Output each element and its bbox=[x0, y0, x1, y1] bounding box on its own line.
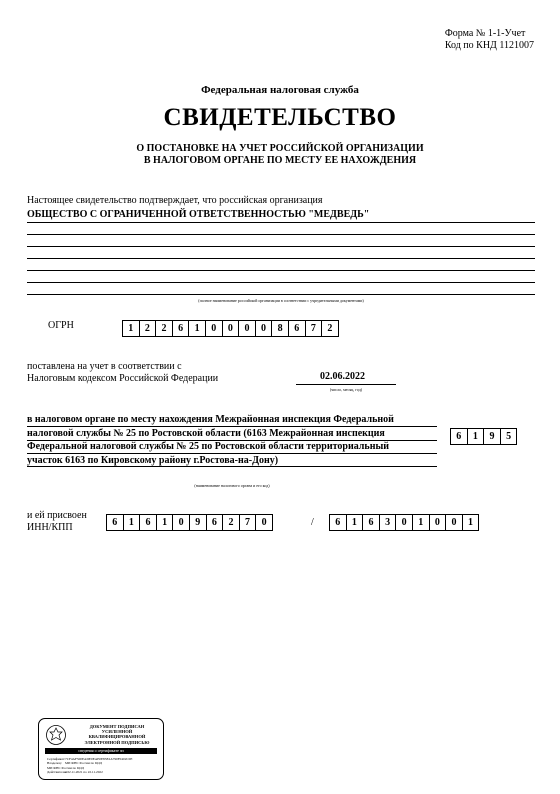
stamp-bar: сведения о сертификате эп bbox=[45, 748, 157, 754]
org-name-line bbox=[27, 282, 535, 283]
valid-value: с 22.11.2021 по 22.11.2022 bbox=[65, 770, 103, 775]
tax-authority-underline bbox=[27, 426, 437, 427]
ogrn-digit: 7 bbox=[305, 320, 323, 337]
cert-label: Сертификат: bbox=[47, 757, 66, 761]
subtitle-line-1: О ПОСТАНОВКЕ НА УЧЕТ РОССИЙСКОЙ ОРГАНИЗАЦИИ bbox=[136, 143, 424, 154]
stamp-title-line-2: УСИЛЕННОЙ КВАЛИФИЦИРОВАННОЙ bbox=[88, 729, 146, 740]
org-name-line bbox=[27, 222, 535, 223]
date-underline bbox=[296, 384, 396, 385]
ogrn-digit: 6 bbox=[288, 320, 306, 337]
date-caption: (число, месяц, год) bbox=[329, 387, 363, 392]
inn-digit: 1 bbox=[123, 514, 141, 531]
ogrn-digit: 1 bbox=[188, 320, 206, 337]
tax-authority-line-1: в налоговом органе по месту нахождения Межрайонная инспекция Федеральной bbox=[27, 414, 394, 425]
ogrn-digit: 1 bbox=[122, 320, 140, 337]
tax-authority-caption: (наименование налогового органа и его код) bbox=[194, 483, 270, 488]
inn-digit: 6 bbox=[139, 514, 157, 531]
stamp-details bbox=[47, 757, 132, 775]
org-name-line bbox=[27, 234, 535, 235]
tax-code-digit: 5 bbox=[500, 428, 518, 445]
subtitle-line-2: В НАЛОГОВОМ ОРГАНЕ ПО МЕСТУ ЕЕ НАХОЖДЕНИЯ bbox=[143, 155, 417, 166]
inn-digit: 0 bbox=[255, 514, 273, 531]
tax-authority-underline bbox=[27, 466, 437, 467]
org-name-line bbox=[27, 246, 535, 247]
ogrn-digit: 0 bbox=[238, 320, 256, 337]
inn-digit: 7 bbox=[239, 514, 257, 531]
stamp-title-line-1: ДОКУМЕНТ ПОДПИСАН bbox=[89, 724, 145, 729]
ogrn-digit: 0 bbox=[222, 320, 240, 337]
ogrn-digit: 0 bbox=[255, 320, 273, 337]
ogrn-digit: 0 bbox=[205, 320, 223, 337]
inn-kpp-separator: / bbox=[311, 517, 314, 528]
stamp-title bbox=[73, 724, 161, 745]
agency-name: Федеральная налоговая служба bbox=[201, 84, 359, 96]
kpp-digit: 1 bbox=[412, 514, 430, 531]
kpp-cells bbox=[329, 514, 479, 531]
tax-code-digit: 9 bbox=[483, 428, 501, 445]
ogrn-label: ОГРН bbox=[48, 320, 74, 331]
form-code bbox=[445, 28, 534, 52]
tax-authority-line-4: участок 6163 по Кировскому району г.Ростова-на-Дону) bbox=[27, 454, 279, 466]
kpp-digit: 0 bbox=[429, 514, 447, 531]
registration-basis bbox=[27, 361, 218, 385]
owner-value: МИ ФНС России по ЦОД bbox=[65, 761, 102, 766]
tax-authority-line-2: налоговой службы № 25 по Ростовской области (6163 Межрайонная инспекция bbox=[27, 427, 385, 439]
owner-line-2: МИ ФНС России по ЦОД bbox=[47, 765, 84, 770]
tax-authority-underline bbox=[27, 453, 437, 454]
registration-line-1: поставлена на учет в соответствии с bbox=[27, 361, 182, 372]
valid-label: Действителен: bbox=[47, 770, 69, 775]
inn-digit: 0 bbox=[172, 514, 190, 531]
tax-authority-underline bbox=[27, 440, 437, 441]
org-name-line bbox=[27, 294, 535, 295]
ogrn-digit: 6 bbox=[172, 320, 190, 337]
signature-stamp bbox=[38, 718, 164, 780]
inn-kpp-label-line-1: и ей присвоен bbox=[27, 510, 87, 521]
kpp-digit: 1 bbox=[462, 514, 480, 531]
registration-line-2: Налоговым кодексом Российской Федерации bbox=[27, 373, 219, 384]
tax-code-digit: 1 bbox=[467, 428, 485, 445]
kpp-digit: 6 bbox=[362, 514, 380, 531]
emblem-icon bbox=[45, 724, 67, 746]
stamp-title-line-3: ЭЛЕКТРОННОЙ ПОДПИСЬЮ bbox=[84, 739, 150, 745]
inn-digit: 9 bbox=[189, 514, 207, 531]
inn-kpp-label-line-2: ИНН/КПП bbox=[27, 522, 73, 533]
inn-cells bbox=[106, 514, 273, 531]
form-number: Форма № 1-1-Учет bbox=[444, 28, 526, 39]
tax-authority-code-cells bbox=[450, 428, 517, 445]
confirmation-text: Настоящее свидетельство подтверждает, что российская организация bbox=[27, 195, 323, 206]
document-title: СВИДЕТЕЛЬСТВО bbox=[163, 104, 397, 131]
kpp-digit: 0 bbox=[395, 514, 413, 531]
ogrn-digit: 8 bbox=[271, 320, 289, 337]
inn-digit: 2 bbox=[222, 514, 240, 531]
cert-value: 7CF4AF500EADE0EAE0E83E2A790F0402C0E bbox=[65, 757, 133, 761]
ogrn-digit: 2 bbox=[139, 320, 157, 337]
owner-label: Владелец: bbox=[47, 761, 62, 766]
ogrn-digit: 2 bbox=[321, 320, 339, 337]
ogrn-digit: 2 bbox=[155, 320, 173, 337]
organization-name: ОБЩЕСТВО С ОГРАНИЧЕННОЙ ОТВЕТСТВЕННОСТЬЮ "МЕДВЕДЬ" bbox=[27, 209, 370, 220]
tax-code-digit: 6 bbox=[450, 428, 468, 445]
document-subtitle bbox=[0, 143, 560, 167]
kpp-digit: 3 bbox=[379, 514, 397, 531]
tax-authority-line-3: Федеральной налоговой службы № 25 по Ростовской области территориальный bbox=[27, 441, 390, 452]
ogrn-cells bbox=[122, 320, 339, 337]
inn-digit: 6 bbox=[106, 514, 124, 531]
kpp-digit: 0 bbox=[445, 514, 463, 531]
knd-code: Код по КНД 1121007 bbox=[444, 40, 534, 51]
inn-digit: 1 bbox=[156, 514, 174, 531]
org-name-caption: (полное наименование российской организации в соответствии с учредительными документами) bbox=[198, 298, 364, 303]
inn-kpp-label bbox=[27, 510, 87, 534]
kpp-digit: 6 bbox=[329, 514, 347, 531]
org-name-line bbox=[27, 258, 535, 259]
inn-digit: 6 bbox=[206, 514, 224, 531]
kpp-digit: 1 bbox=[346, 514, 364, 531]
org-name-line bbox=[27, 270, 535, 271]
registration-date: 02.06.2022 bbox=[320, 371, 365, 382]
